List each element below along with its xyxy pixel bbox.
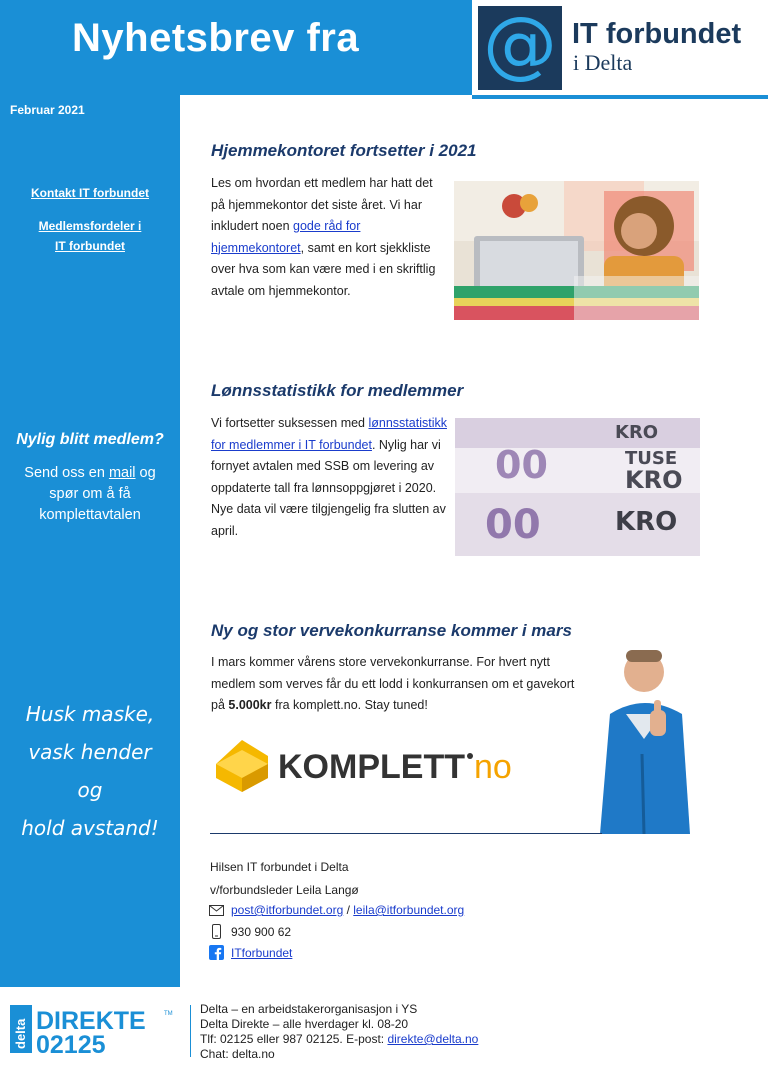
article1-text [211,173,447,303]
home-office-photo [454,181,699,320]
salary-stats-link[interactable]: lønnsstatistikk for medlemmer i IT forbundet [211,416,447,452]
reminder-line4: hold avstand! [21,816,159,840]
email-separator: / [343,903,354,917]
signature-line1: Hilsen IT forbundet i Delta [210,860,349,874]
member-benefits-link[interactable] [0,216,180,256]
phone-number: 930 900 62 [231,924,292,939]
footer-line3-pre: Tlf: 02125 eller 987 02125. E-post: [200,1032,388,1046]
home-office-advice-link[interactable]: gode råd for hjemmekontoret [211,219,361,255]
komplett-logo [212,734,532,794]
a2-pre: Vi fortsetter suksessen med [211,416,369,430]
reminder-line2: vask hender [28,740,152,764]
footer-line1: Delta – en arbeidstakerorganisasjon i YS [200,1002,418,1016]
article3-text [211,652,581,717]
a2-post: . Nylig har vi fornyet avtalen med SSB om levering av oppdaterte tall fra lønnsoppgjøret i 2020. Nye data vil være tilgjengelig fra slutten av april. [211,437,446,538]
logo-name: IT forbundet [572,18,742,50]
email-row [208,903,464,917]
komplett-tld: no [474,748,512,786]
logo-subtitle: i Delta [573,50,633,75]
contact-link[interactable]: Kontakt IT forbundet [31,186,149,200]
facebook-row [208,945,292,960]
issue-date: Februar 2021 [10,103,85,117]
sidebar [0,95,180,987]
footer-divider [190,1005,191,1057]
komplett-word: KOMPLETT [278,748,465,786]
reminder-line3: og [77,778,103,802]
banknotes-photo [455,418,700,556]
note-text-2: TUSE [625,448,678,469]
footer-line4: Chat: delta.no [200,1047,275,1061]
send-pre: Send oss en [24,465,109,481]
send-post: og spør om å få komplettavtalen [39,465,156,523]
footer [0,987,768,1071]
delta-direkte-logo [10,1001,180,1062]
note-text-3: KRO [615,507,678,537]
article2-text [211,413,447,543]
signature-line2: v/forbundsleder Leila Langø [210,883,359,897]
footer-logo-tm: TM [164,1011,173,1017]
footer-logo-word: DIREKTE [36,1007,146,1035]
facebook-icon [208,945,224,960]
phone-row [208,924,291,939]
svg-text:00: 00 [485,502,541,548]
it-forbundet-logo [472,0,768,95]
member-benefits-line2: IT forbundet [55,239,125,253]
leila-email-link[interactable]: leila@itforbundet.org [353,903,465,917]
article2-title: Lønnsstatistikk for medlemmer [211,381,464,400]
member-benefits-line1: Medlemsfordeler i [38,219,142,233]
footer-logo-side: delta [13,1018,28,1049]
header-bar [0,0,472,95]
facebook-link[interactable]: ITforbundet [231,945,293,960]
covid-reminder [0,695,180,847]
phone-icon [208,924,224,939]
send-mail-text [10,463,170,526]
footer-line3 [200,1032,478,1047]
footer-line2: Delta Direkte – alle hverdager kl. 08-20 [200,1017,409,1031]
article1-title: Hjemmekontoret fortsetter i 2021 [211,141,477,160]
article3-title: Ny og stor vervekonkurranse kommer i mars [211,621,572,640]
a1-pre: Les om hvordan ett medlem har hatt det på hjemmekontor det siste året. Vi har inkludert noen [211,176,433,234]
svg-text:KRO: KRO [625,466,683,494]
at-sign-icon: @ [478,6,562,90]
svg-text:00: 00 [495,443,548,487]
header-strip [472,95,768,99]
mail-link[interactable]: mail [108,465,136,481]
note-text-1: KRO [615,422,659,443]
a1-post: , samt en kort sjekkliste over hva som kan være med i en skriftlig avtale om hjemmekontor. [211,240,436,298]
thumbs-up-man-photo [596,644,696,834]
direkte-email-link[interactable]: direkte@delta.no [387,1032,479,1046]
new-member-question: Nylig blitt medlem? [16,431,164,448]
newsletter-title: Nyhetsbrev fra [72,16,360,60]
reminder-line1: Husk maske, [25,702,155,726]
a3-pre: I mars kommer vårens store vervekonkurranse. For hvert nytt medlem som verves får du ett lodd i konkurransen om et gavekort på [211,655,575,713]
section-divider [210,833,602,834]
footer-logo-number: 02125 [36,1031,106,1057]
a3-post: fra komplett.no. Stay tuned! [271,698,428,713]
footer-text [200,1002,478,1062]
envelope-icon [208,905,224,916]
a3-bold: 5.000kr [228,698,272,713]
post-email-link[interactable]: post@itforbundet.org [231,903,344,917]
